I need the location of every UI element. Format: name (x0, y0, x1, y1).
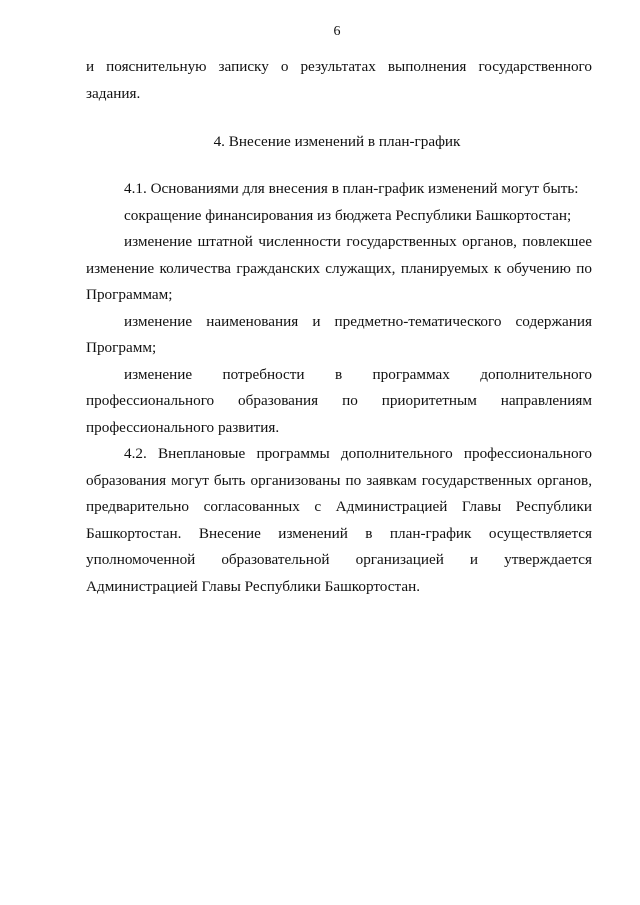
paragraph-4-2-line: Башкортостан. Внесение изменений в план-график осуществляется (86, 524, 592, 542)
intro-paragraph (86, 54, 592, 107)
page-number: 6 (333, 24, 341, 39)
list-item-content-line: Программ; (86, 339, 157, 356)
list-item-staff-line: Программам; (86, 286, 173, 303)
paragraph-4-2-line: предварительно согласованных с Администрацией Главы Республики (86, 498, 592, 515)
list-item-funding-line: сокращение финансирования из бюджета Республики Башкортостан; (124, 206, 572, 224)
section-body (86, 176, 592, 600)
list-item-demand-line: изменение потребности в программах дополнительного (124, 365, 592, 383)
paragraph-4-2-line: образования могут быть организованы по заявкам государственных органов, (86, 471, 592, 489)
text-line: задания. (86, 84, 141, 102)
paragraph-4-2-line: уполномоченной образовательной организацией и утверждается (86, 551, 592, 568)
paragraph-4-2-line: 4.2. Внеплановые программы дополнительного профессионального (124, 445, 592, 462)
list-item-demand-line: профессионального развития. (86, 418, 280, 436)
list-item-staff-line: изменение количества гражданских служащих, планируемых к обучению по (86, 259, 592, 277)
paragraph-4-2-line: Администрацией Главы Республики Башкортостан. (86, 577, 421, 595)
list-item-content-line: изменение наименования и предметно-тематического содержания (124, 312, 592, 330)
list-item-staff-line: изменение штатной численности государственных органов, повлекшее (124, 233, 592, 250)
section-heading: 4. Внесение изменений в план-график (213, 133, 461, 150)
paragraph-4-1-line: 4.1. Основаниями для внесения в план-график изменений могут быть: (124, 180, 579, 197)
list-item-demand-line: профессионального образования по приоритетным направлениям (86, 392, 592, 409)
text-line: и пояснительную записку о результатах выполнения государственного (86, 58, 592, 75)
